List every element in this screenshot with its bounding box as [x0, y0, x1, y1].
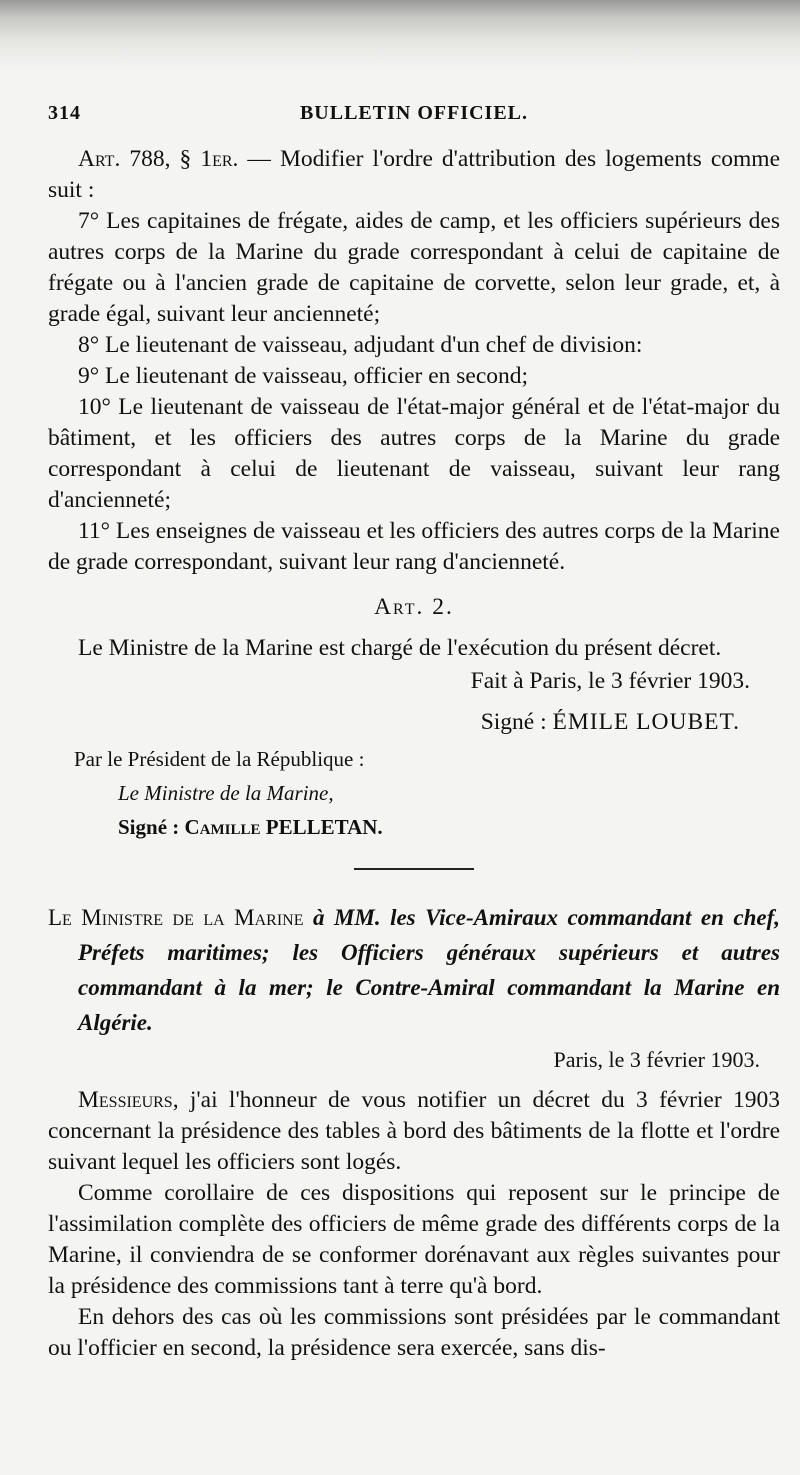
letter-para-2: Comme corollaire de ces dispositions qui reposent sur le principe de l'assimilation complète des officiers de même grade des différents corps de la Marine, il conviendra de se conformer dorénavant aux règles suivantes pour la présidence des commissions tant à terre qu'à bord. — [48, 1180, 780, 1299]
letter-date: Paris, le 3 février 1903. — [553, 1047, 760, 1072]
item-11: 11° Les enseignes de vaisseau et les officiers des autres corps de la Marine de grade correspondant, suivant leur rang d'ancienneté. — [48, 518, 780, 575]
article-788-text: — Modifier l'ordre d'attribution des logements comme suit : — [48, 146, 780, 203]
address-rest: à MM. les Vice-Amiraux commandant en chef, Préfets maritimes; les Officiers généraux supérieurs et autres commandant à la mer; le Contre-Amiral commandant la Marine en Algérie. — [78, 905, 781, 1035]
camille: Camille — [184, 815, 261, 839]
par-le-president: Par le Président de la République : — [74, 747, 365, 771]
salutation: Messieurs — [78, 1087, 173, 1113]
article-2-heading: Art. 2. — [374, 594, 454, 620]
address-lead: Le Ministre de la Marine — [48, 905, 304, 930]
article-788-lead — [48, 144, 780, 206]
signe-pelletan — [48, 810, 780, 844]
running-title: BULLETIN OFFICIEL. — [299, 102, 529, 124]
item-10: 10° Le lieutenant de vaisseau de l'état-major général et de l'état-major du bâtiment, et les officiers des autres corps de la Marine du grade correspondant à celui de lieutenant de vaisseau, suivant leur rang d'ancienneté; — [48, 394, 780, 513]
signe-label-2: Signé : — [118, 815, 185, 839]
signature-president — [48, 707, 780, 738]
signe-name: ÉMILE LOUBET. — [552, 709, 740, 735]
scan-shadow — [0, 0, 800, 70]
page-number: 314 — [48, 102, 81, 124]
article-2-text: Le Ministre de la Marine est chargé de l'exécution du présent décret. — [78, 635, 722, 661]
pelletan: PELLETAN. — [260, 815, 383, 839]
document-page — [48, 98, 780, 1364]
running-header — [48, 98, 780, 132]
letter-para-1 — [48, 1085, 780, 1178]
para-1-text: , j'ai l'honneur de vous notifier un décret du 3 février 1903 concernant la présidence des tables à bord des bâtiments de la flotte et l'ordre suivant lequel les officiers sont logés. — [48, 1087, 780, 1175]
countersignature — [48, 742, 780, 844]
item-8: 8° Le lieutenant de vaisseau, adjudant d'un chef de division: — [78, 332, 643, 358]
section-divider — [354, 868, 474, 870]
fait-a-paris: Fait à Paris, le 3 février 1903. — [470, 668, 750, 694]
ministre-line: Le Ministre de la Marine, — [118, 781, 334, 805]
article-788-label: Art. 788, § 1er. — [78, 146, 239, 172]
letter-address — [48, 900, 780, 1040]
item-7: 7° Les capitaines de frégate, aides de camp, et les officiers supérieurs des autres corps de la Marine du grade correspondant à celui de capitaine de frégate ou à l'ancien grade de capitaine de corvette, selon leur grade, et, à grade égal, suivant leur ancienneté; — [48, 208, 780, 327]
item-9: 9° Le lieutenant de vaisseau, officier en second; — [78, 363, 529, 389]
letter-para-3: En dehors des cas où les commissions sont présidées par le commandant ou l'officier en second, la présidence sera exercée, sans dis- — [48, 1304, 780, 1361]
signe-label: Signé : — [480, 709, 553, 735]
